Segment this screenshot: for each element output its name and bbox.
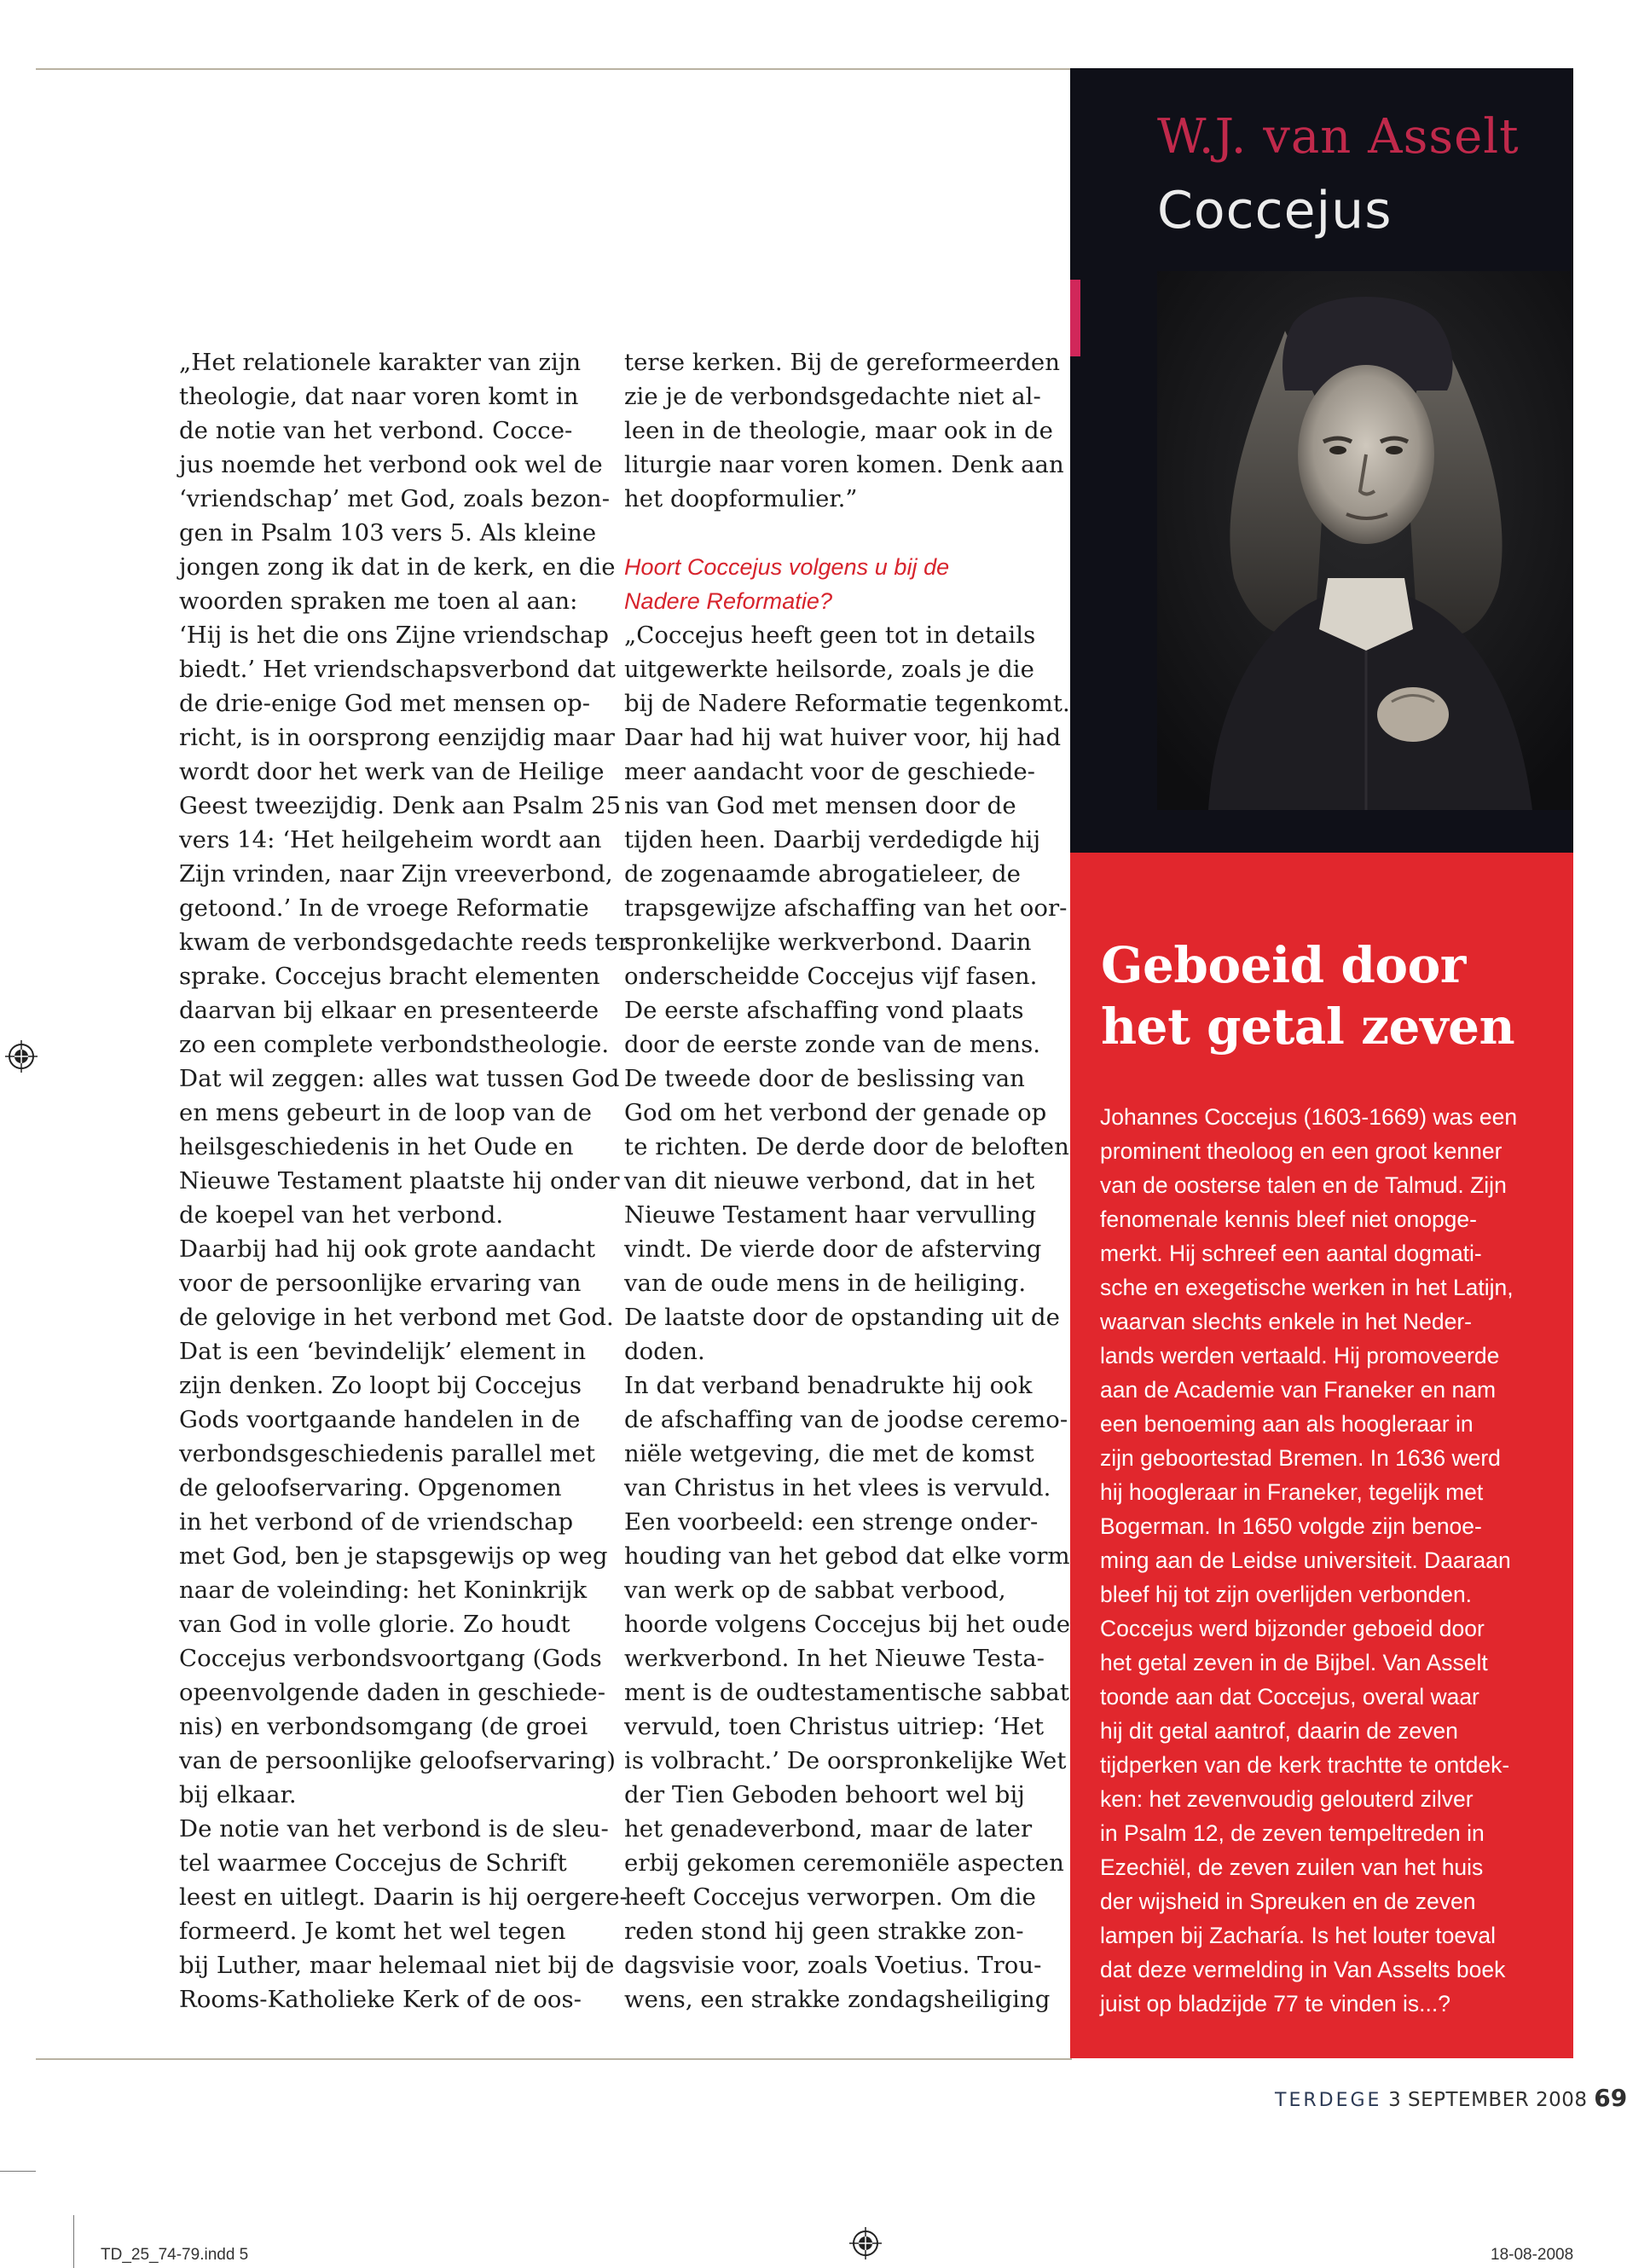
- text-line: erbij gekomen ceremoniële aspecten: [624, 1849, 1064, 1877]
- text-line: richt, is in oorsprong eenzijdig maar: [179, 724, 615, 751]
- coccejus-portrait: [1157, 271, 1571, 810]
- text-line: formeerd. Je komt het wel tegen: [179, 1918, 566, 1945]
- text-line: voor de persoonlijke ervaring van: [179, 1270, 582, 1297]
- text-line: jongen zong ik dat in de kerk, en die: [179, 553, 616, 581]
- sidebar-body: [1100, 1100, 1517, 2021]
- text-line: de drie-enige God met mensen op-: [179, 690, 591, 717]
- text-line: niële wetgeving, die met de komst: [624, 1440, 1034, 1467]
- text-line: vindt. De vierde door de afsterving: [624, 1235, 1042, 1263]
- text-line: De laatste door de opstanding uit de: [624, 1304, 1060, 1331]
- text-line: ‘vriendschap’ met God, zoals bezon-: [179, 485, 611, 512]
- sidebar-line: een benoeming aan als hoogleraar in: [1100, 1411, 1474, 1437]
- slug-filename: TD_25_74-79.indd 5: [101, 2246, 249, 2264]
- sidebar-line: zijn geboortestad Bremen. In 1636 werd: [1100, 1445, 1501, 1471]
- text-line: zijn denken. Zo loopt bij Coccejus: [179, 1372, 582, 1399]
- text-line: door de eerste zonde van de mens.: [624, 1031, 1041, 1058]
- text-line: Nieuwe Testament haar vervulling: [624, 1201, 1037, 1229]
- sidebar-line: tijdperken van de kerk trachtte te ontdek-: [1100, 1752, 1510, 1778]
- text-line: de gelovige in het verbond met God.: [179, 1304, 614, 1331]
- sidebar-line: het getal zeven in de Bijbel. Van Asselt: [1100, 1650, 1488, 1675]
- text-line: meer aandacht voor de geschiede-: [624, 758, 1036, 785]
- text-line: Daarbij had hij ook grote aandacht: [179, 1235, 596, 1263]
- registration-mark-icon: [849, 2227, 882, 2259]
- text-line: Een voorbeeld: een strenge onder-: [624, 1508, 1039, 1536]
- heading-line: Geboeid door: [1101, 936, 1466, 994]
- text-line: de zogenaamde abrogatieleer, de: [624, 860, 1021, 888]
- text-line: hoorde volgens Coccejus bij het oude: [624, 1611, 1071, 1638]
- text-line: spronkelijke werkverbond. Daarin: [624, 929, 1032, 956]
- text-line: Rooms-Katholieke Kerk of de oos-: [179, 1986, 582, 2013]
- heading-line: het getal zeven: [1101, 998, 1515, 1056]
- cover-author: W.J. van Asselt: [1157, 109, 1520, 165]
- text-line: zo een complete verbondstheologie.: [179, 1031, 610, 1058]
- text-line: tijden heen. Daarbij verdedigde hij: [624, 826, 1041, 853]
- text-line: van Christus in het vlees is vervuld.: [624, 1474, 1051, 1501]
- text-line: daarvan bij elkaar en presenteerde: [179, 997, 599, 1024]
- sidebar-line: dat deze vermelding in Van Asselts boek: [1100, 1957, 1506, 1982]
- text-line: reden stond hij geen strakke zon-: [624, 1918, 1024, 1945]
- question-gap: [624, 516, 1059, 550]
- sidebar-line: toonde aan dat Coccejus, overal waar: [1100, 1684, 1479, 1710]
- text-line: heeft Coccejus verworpen. Om die: [624, 1883, 1036, 1911]
- text-line: Gods voortgaande handelen in de: [179, 1406, 581, 1433]
- text-line: het genadeverbond, maar de later: [624, 1815, 1033, 1843]
- text-line: „Coccejus heeft geen tot in details: [624, 622, 1036, 649]
- slug-date: 18-08-2008: [1491, 2246, 1574, 2264]
- text-line: liturgie naar voren komen. Denk aan: [624, 451, 1064, 478]
- text-line: Nieuwe Testament plaatste hij onder: [179, 1167, 620, 1195]
- sidebar-line: Johannes Coccejus (1603-1669) was een: [1100, 1104, 1518, 1130]
- text-line: van de oude mens in de heiliging.: [624, 1270, 1027, 1297]
- text-line: van God in volle glorie. Zo houdt: [179, 1611, 570, 1638]
- crop-mark: [0, 2171, 36, 2172]
- sidebar-line: ming aan de Leidse universiteit. Daaraan: [1100, 1548, 1511, 1573]
- article-column-1: [179, 345, 629, 2016]
- cover-accent-strip: [1070, 280, 1080, 356]
- text-line: verbondsgeschiedenis parallel met: [179, 1440, 595, 1467]
- crop-mark: [73, 2215, 74, 2268]
- sidebar-line: merkt. Hij schreef een aantal dogmati-: [1100, 1241, 1482, 1266]
- article-column-2: [624, 345, 1071, 2016]
- text-line: De eerste afschaffing vond plaats: [624, 997, 1024, 1024]
- text-line: Dat wil zeggen: alles wat tussen God: [179, 1065, 620, 1092]
- text-line: Geest tweezijdig. Denk aan Psalm 25: [179, 792, 622, 819]
- page-footer: [1275, 2084, 1627, 2112]
- column-2-intro: [624, 345, 1064, 516]
- sidebar-line: hij hoogleraar in Franeker, tegelijk met: [1100, 1479, 1484, 1505]
- book-cover: [1070, 68, 1573, 853]
- text-line: wens, een strakke zondagsheiliging: [624, 1986, 1051, 2013]
- text-line: van de persoonlijke geloofservaring): [179, 1747, 616, 1774]
- text-line: de notie van het verbond. Cocce-: [179, 417, 573, 444]
- text-line: werkverbond. In het Nieuwe Testa-: [624, 1645, 1045, 1672]
- text-line: onderscheidde Coccejus vijf fasen.: [624, 963, 1038, 990]
- text-line: in het verbond of de vriendschap: [179, 1508, 574, 1536]
- text-line: terse kerken. Bij de gereformeerden: [624, 349, 1060, 376]
- sidebar-line: lampen bij Zacharía. Is het louter toeval: [1100, 1923, 1496, 1948]
- sidebar-line: der wijsheid in Spreuken en de zeven: [1100, 1889, 1476, 1914]
- issue-date: 3 SEPTEMBER 2008: [1388, 2089, 1588, 2111]
- text-line: biedt.’ Het vriendschapsverbond dat: [179, 656, 616, 683]
- text-line: dagsvisie voor, zoals Voetius. Trou-: [624, 1952, 1042, 1979]
- text-line: God om het verbond der genade op: [624, 1099, 1047, 1126]
- sidebar-line: Ezechiël, de zeven zuilen van het huis: [1100, 1854, 1484, 1880]
- text-line: Coccejus verbondsvoortgang (Gods: [179, 1645, 602, 1672]
- text-line: uitgewerkte heilsorde, zoals je die: [624, 656, 1034, 683]
- text-line: vervuld, toen Christus uitriep: ‘Het: [624, 1713, 1045, 1740]
- sidebar-line: ken: het zevenvoudig gelouterd zilver: [1100, 1786, 1474, 1812]
- sidebar-box: [1070, 853, 1573, 2058]
- text-line: leen in de theologie, maar ook in de: [624, 417, 1053, 444]
- text-line: De tweede door de beslissing van: [624, 1065, 1025, 1092]
- text-line: gen in Psalm 103 vers 5. Als kleine: [179, 519, 597, 547]
- text-line: getoond.’ In de vroege Reformatie: [179, 894, 589, 922]
- question-line: Nadere Reformatie?: [624, 588, 833, 614]
- text-line: houding van het gebod dat elke vorm: [624, 1542, 1070, 1570]
- sidebar-line: juist op bladzijde 77 te vinden is...?: [1100, 1991, 1451, 2016]
- text-line: Daar had hij wat huiver voor, hij had: [624, 724, 1062, 751]
- bottom-rule: [36, 2058, 1072, 2060]
- text-line: is volbracht.’ De oorspronkelijke Wet: [624, 1747, 1067, 1774]
- sidebar-line: Coccejus werd bijzonder geboeid door: [1100, 1616, 1485, 1641]
- text-line: der Tien Geboden behoort wel bij: [624, 1781, 1025, 1808]
- text-line: tel waarmee Coccejus de Schrift: [179, 1849, 567, 1877]
- text-line: nis van God met mensen door de: [624, 792, 1016, 819]
- text-line: Zijn vrinden, naar Zijn vreeverbond,: [179, 860, 613, 888]
- text-line: en mens gebeurt in de loop van de: [179, 1099, 593, 1126]
- text-line: de afschaffing van de joodse ceremo-: [624, 1406, 1068, 1433]
- text-line: van dit nieuwe verbond, dat in het: [624, 1167, 1035, 1195]
- sidebar-line: aan de Academie van Franeker en nam: [1100, 1377, 1497, 1403]
- text-line: sprake. Coccejus bracht elementen: [179, 963, 600, 990]
- text-line: „Het relationele karakter van zijn: [179, 349, 582, 376]
- text-line: naar de voleinding: het Koninkrijk: [179, 1577, 588, 1604]
- text-line: heilsgeschiedenis in het Oude en: [179, 1133, 574, 1160]
- text-line: het doopformulier.”: [624, 485, 858, 512]
- sidebar-line: sche en exegetische werken in het Latijn,: [1100, 1275, 1514, 1300]
- sidebar-line: hij dit getal aantrof, daarin de zeven: [1100, 1718, 1458, 1744]
- registration-mark-icon: [5, 1040, 38, 1073]
- text-line: de geloofservaring. Opgenomen: [179, 1474, 562, 1501]
- text-line: woorden spraken me toen al aan:: [179, 587, 578, 615]
- column-2-answer: [624, 618, 1071, 2016]
- sidebar-line: Bogerman. In 1650 volgde zijn benoe-: [1100, 1513, 1482, 1539]
- text-line: kwam de verbondsgedachte reeds ter: [179, 929, 629, 956]
- text-line: leest en uitlegt. Daarin is hij oergere-: [179, 1883, 628, 1911]
- text-line: theologie, dat naar voren komt in: [179, 383, 579, 410]
- page-number: 69: [1594, 2084, 1627, 2112]
- text-line: ‘Hij is het die ons Zijne vriendschap: [179, 622, 610, 649]
- sidebar-line: prominent theoloog en een groot kenner: [1100, 1138, 1503, 1164]
- text-line: jus noemde het verbond ook wel de: [179, 451, 603, 478]
- cover-title: Coccejus: [1157, 181, 1393, 240]
- text-line: wordt door het werk van de Heilige: [179, 758, 605, 785]
- text-line: Dat is een ‘bevindelijk’ element in: [179, 1338, 587, 1365]
- text-line: zie je de verbondsgedachte niet al-: [624, 383, 1041, 410]
- text-line: te richten. De derde door de beloften: [624, 1133, 1069, 1160]
- sidebar-line: waarvan slechts enkele in het Neder-: [1100, 1309, 1473, 1334]
- text-line: met God, ben je stapsgewijs op weg: [179, 1542, 608, 1570]
- text-line: trapsgewijze afschaffing van het oor-: [624, 894, 1068, 922]
- text-line: ment is de oudtestamentische sabbat: [624, 1679, 1069, 1706]
- sidebar-line: bleef hij tot zijn overlijden verbonden.: [1100, 1582, 1473, 1607]
- text-line: In dat verband benadrukte hij ook: [624, 1372, 1033, 1399]
- sidebar-line: lands werden vertaald. Hij promoveerde: [1100, 1343, 1500, 1368]
- text-line: bij elkaar.: [179, 1781, 297, 1808]
- text-line: De notie van het verbond is de sleu-: [179, 1815, 609, 1843]
- question-line: Hoort Coccejus volgens u bij de: [624, 554, 950, 580]
- top-rule: [36, 68, 1072, 70]
- magazine-name: TERDEGE: [1275, 2090, 1382, 2111]
- sidebar-line: in Psalm 12, de zeven tempeltreden in: [1100, 1820, 1485, 1846]
- text-line: de koepel van het verbond.: [179, 1201, 504, 1229]
- text-line: bij Luther, maar helemaal niet bij de: [179, 1952, 615, 1979]
- text-line: nis) en verbondsomgang (de groei: [179, 1713, 588, 1740]
- interview-question: [624, 550, 1059, 618]
- text-line: doden.: [624, 1338, 705, 1365]
- sidebar-line: van de oosterse talen en de Talmud. Zijn: [1100, 1172, 1507, 1198]
- text-line: opeenvolgende daden in geschiede-: [179, 1679, 606, 1706]
- text-line: bij de Nadere Reformatie tegenkomt.: [624, 690, 1070, 717]
- sidebar-heading: [1101, 934, 1514, 1057]
- text-line: vers 14: ‘Het heilgeheim wordt aan: [179, 826, 602, 853]
- text-line: van werk op de sabbat verbood,: [624, 1577, 1006, 1604]
- sidebar-line: fenomenale kennis bleef niet onopge-: [1100, 1206, 1477, 1232]
